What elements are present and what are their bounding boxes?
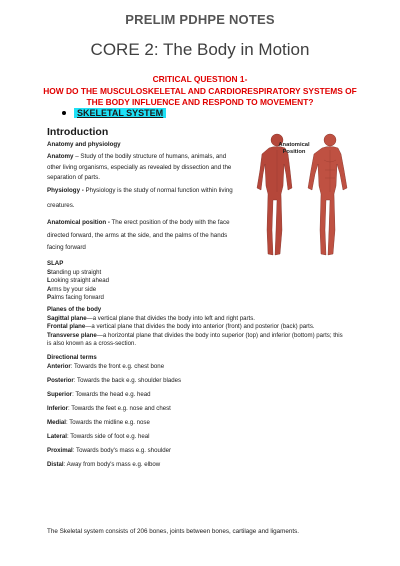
anatomical-position-definition [47,218,230,254]
transverse-term: Transverse plane [47,331,97,339]
position-text-3: facing forward [47,244,86,251]
slap-rest: rms by your side [51,285,97,293]
anatomy-physiology-subheading: Anatomy and physiology [47,141,121,148]
transverse-text: —a horizontal plane that divides the body into superior (top) and inferior (bottom) parts; this [96,331,343,339]
anatomy-text-1: – Study of the bodily structure of humans, animals, and [73,153,227,160]
slap-rest: ooking straight ahead [50,277,110,285]
anatomy-term: Anatomy [47,153,74,160]
slap-initial: S [47,268,52,276]
list-item [47,286,109,295]
notes-title: PRELIM PDHPE NOTES [125,12,275,27]
planes-heading: Planes of the body [47,306,102,313]
definition: : Towards the head e.g. head [72,391,151,398]
critical-question-line2: HOW DO THE MUSCULOSKELETAL AND CARDIORESPIRATORY SYSTEMS OF [43,85,357,96]
anatomy-definition [47,152,231,184]
anatomy-text-3: separation of parts. [47,174,100,181]
term: Anterior [47,363,71,370]
list-item [47,363,164,370]
term: Inferior [47,405,68,412]
list-item [47,277,109,286]
sagittal-text: —a vertical plane that divides the body into left and right parts. [86,314,255,322]
list-item [47,269,109,278]
slap-rest: tanding up straight [51,268,102,276]
critical-question [30,74,370,109]
list-item [47,461,160,468]
term: Lateral [47,433,67,440]
slap-initial: L [47,277,51,285]
physiology-definition [47,186,233,211]
position-text-1: The erect position of the body with the face [109,219,230,226]
list-item [47,419,150,426]
term: Proximal [47,447,73,454]
definition: : Towards side of foot e.g. heal [66,433,150,440]
definition: : Towards the back e.g. shoulder blades [73,377,182,384]
definition: : Towards the midline e.g. nose [65,419,150,426]
frontal-text: —a vertical plane that divides the body into anterior (front) and posterior (back) parts. [85,323,315,331]
critical-question-line3: THE BODY INFLUENCE AND RESPOND TO MOVEMENT? [86,97,314,107]
anatomical-position-label [274,142,314,156]
list-item [47,433,150,440]
definition: : Towards the front e.g. chest bone [70,363,165,370]
definition: : Towards the feet e.g. nose and chest [68,405,171,412]
slap-initial: A [47,285,52,293]
slap-list [47,260,109,303]
definition: : Towards body's mass e.g. shoulder [72,447,172,454]
frontal-term: Frontal plane [47,323,86,331]
position-text-2: directed forward, the arms at the side, and the palms of the hands [47,231,228,239]
figure-label-line2: Position [282,149,306,155]
list-item [47,405,171,412]
anatomical-position-term: Anatomical position - [47,219,110,226]
planes-of-body [47,306,367,349]
term: Posterior [47,377,74,384]
critical-question-line1: CRITICAL QUESTION 1- [152,74,248,84]
slap-rest: alms facing forward [51,294,104,302]
physiology-text-1: Physiology is the study of normal function within living [83,187,233,194]
list-item [47,447,171,454]
slap-heading: SLAP [47,260,64,267]
physiology-term: Physiology - [47,187,84,194]
term: Superior [47,391,73,398]
definition: : Away from body's mass e.g. elbow [63,461,161,468]
term: Medial [47,419,66,426]
term: Distal [47,461,64,468]
transverse-text-2: is also known as a cross-section. [47,340,137,348]
physiology-text-2: creatures. [47,201,75,209]
sagittal-term: Sagittal plane [47,314,87,322]
slap-initial: P [47,294,52,302]
list-item [47,294,109,303]
skeletal-system-label: SKELETAL SYSTEM [74,108,166,118]
bullet-icon [62,111,66,115]
skeletal-system-summary: The Skeletal system consists of 206 bones, joints between bones, cartilage and ligaments. [47,528,300,535]
list-item [47,377,181,384]
list-item [47,391,151,398]
skeletal-system-bullet [62,108,166,118]
core-title: CORE 2: The Body in Motion [90,40,310,59]
directional-terms-heading: Directional terms [47,354,97,361]
introduction-heading: Introduction [47,126,109,138]
anatomy-text-2: other living organisms, especially as revealed by dissection and the [47,163,232,171]
figure-label-line1: Anatomical [278,142,310,148]
